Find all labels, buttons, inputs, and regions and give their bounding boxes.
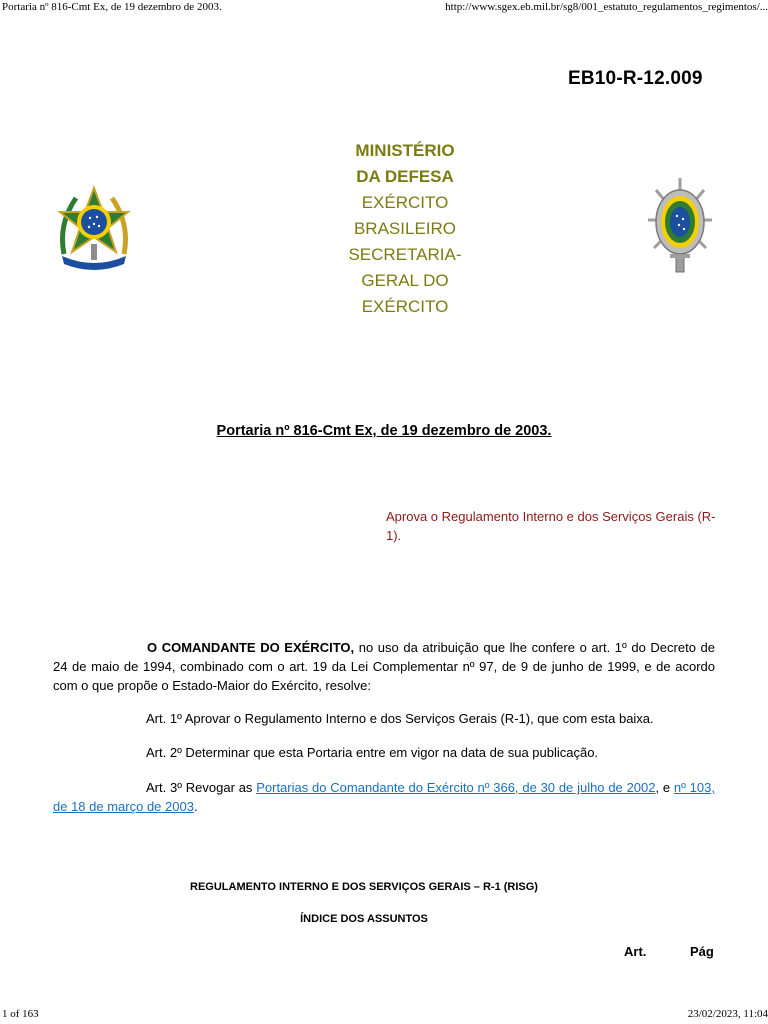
ministry-line: MINISTÉRIO [355,141,455,160]
ministry-line: EXÉRCITO [361,297,449,316]
ministry-line: BRASILEIRO [353,219,457,238]
ministry-line: DA DEFESA [356,167,454,186]
article-2: Art. 2º Determinar que esta Portaria entre em vigor na data de sua publicação. [146,745,599,760]
portaria-366-link[interactable]: Portarias do Comandante do Exército nº 366, de 30 de julho de 2002 [256,780,656,795]
regulation-title: REGULAMENTO INTERNO E DOS SERVIÇOS GERAIS – R-1 (RISG) [190,881,538,893]
article-3 [53,778,715,816]
ementa-summary: Aprova o Regulamento Interno e dos Serviços Gerais (R-1). [386,509,716,543]
article-3-prefix: Art. 3º Revogar as [146,780,257,795]
ministry-line: SECRETARIA- [348,245,462,264]
page-count: 1 of 163 [2,1008,39,1020]
article-3-suffix: . [193,799,198,814]
ministry-line: GERAL DO [361,271,449,290]
army-emblem-icon [644,174,716,278]
print-header-url: http://www.sgex.eb.mil.br/sg8/001_estatuto_regulamentos_regimentos/... [445,1,768,13]
article-3-separator: , e [655,780,674,795]
article-1: Art. 1º Aprovar o Regulamento Interno e dos Serviços Gerais (R-1), que com esta baixa. [146,711,654,726]
portaria-103-link[interactable]: nº 103, de 18 de março de 2003 [53,780,715,814]
index-title: ÍNDICE DOS ASSUNTOS [300,913,428,925]
ministry-heading [300,138,510,320]
preamble-subject: O COMANDANTE DO EXÉRCITO, [147,640,355,655]
print-header [0,1,768,15]
preamble-text: no uso da atribuição que lhe confere o art. 1º do Decreto de 24 de maio de 1994, combinado com o art. 19 da Lei Complementar nº 97, de 9 de junho de 1999, e de acordo com o que propõe o Estado-Maior do Exército, resolve: [53,640,715,693]
index-column-pag: Pág [690,944,714,959]
brazil-coat-of-arms-icon [54,184,134,270]
print-header-title: Portaria nº 816-Cmt Ex, de 19 dezembro de 2003. [2,1,222,13]
print-timestamp: 23/02/2023, 11:04 [687,1008,768,1020]
print-footer [0,1008,768,1022]
document-title: Portaria nº 816-Cmt Ex, de 19 dezembro de 2003. [216,423,552,439]
document-code: EB10-R-12.009 [568,68,703,89]
index-column-art: Art. [624,944,647,959]
preamble-paragraph [53,638,715,695]
ministry-line: EXÉRCITO [361,193,449,212]
